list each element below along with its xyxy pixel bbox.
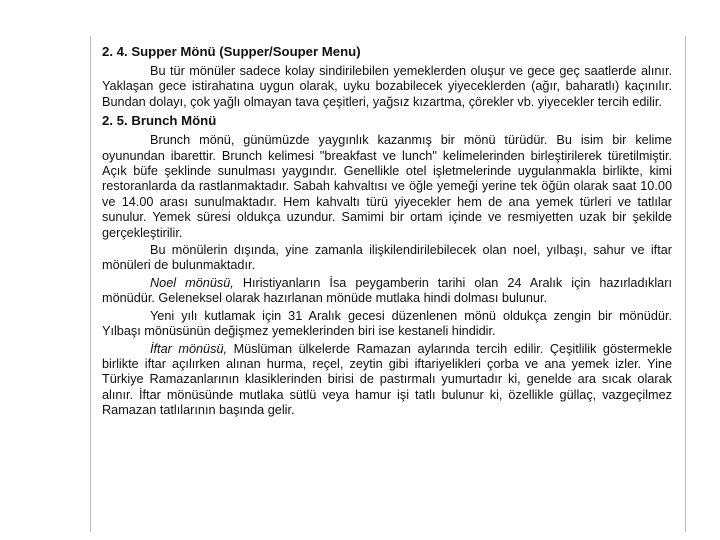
section-heading-supper: 2. 4. Supper Mönü (Supper/Souper Menu) [102,44,361,59]
paragraph-noel: Noel mönüsü, Hıristiyanların İsa peygamberin tarihi olan 24 Aralık için hazırladıkları mönüdür. Geleneksel olarak hazırlanan mönüde mutlaka hindi dolması bulunur. [102,275,672,306]
paragraph-new-year: Yeni yılı kutlamak için 31 Aralık gecesi düzenlenen mönü oldukça zengin bir mönüdür. Yılbaşı mönüsünün değişmez yemeklerinden biri ise kestaneli hindidir. [102,308,672,339]
section-heading-brunch: 2. 5. Brunch Mönü [102,113,217,129]
paragraph-other-menus: Bu mönülerin dışında, yine zamanla ilişkilendirilebilecek olan noel, yılbaşı, sahur ve iftar mönüleri de bulunmaktadır. [102,243,672,273]
document-body [102,44,672,419]
paragraph-supper: Bu tür mönüler sadece kolay sindirilebilen yemeklerden oluşur ve gece geç saatlerde alınır. Yaklaşan gece istirahatına uygun olarak, uyku bozabilecek yiyeceklerden (ağır, baharatlı) kaçınılır. Bundan dolayı, çok yağlı olmayan tava çeşitleri, yağsız kızartma, çörekler vb. yiyecekler tercih edilir. [102,64,672,109]
paragraph-iftar: İftar mönüsü, Müslüman ülkelerde Ramazan aylarında tercih edilir. Çeşitlilik göstermekle birlikte iftar açılırken alınan hurma, reçel, zeytin gibi iftariyelikleri çorba ve ana yemek izler. Yine Türkiye Ramazanlarının klasiklerinden birisi de pastırmalı yumurtadır ki, genelde ara sıcak olarak alınır. İftar mönüsünde mutlaka sütlü veya hamur işi tatlı bulunur ki, özellikle güllaç, vazgeçilmez Ramazan tatlılarının başında gelir. [102,341,672,418]
paragraph-brunch: Brunch mönü, günümüzde yaygınlık kazanmış bir mönü türüdür. Bu isim bir kelime oyunundan ibarettir. Brunch kelimesi "breakfast ve lunch" kelimelerinden birleştirilerek türetilmiştir. Açık büfe şeklinde sunulması yaygındır. Genellikle otel işletmelerinde uygulanmakla birlikte, kimi restoranlarda da rastlanmaktadır. Sabah kahvaltısı ve öğle yemeği yerine tek öğün olarak saat 10.00 ve 14.00 arası sunulmaktadır. Hem kahvaltı türü yiyecekler hem de ana yemek türleri ve tatlılar sunulur. Yemek süresi oldukça uzundur. Samimi bir ortam içinde ve resmiyetten uzak bir şekilde gerçekleştirilir. [102,133,672,240]
